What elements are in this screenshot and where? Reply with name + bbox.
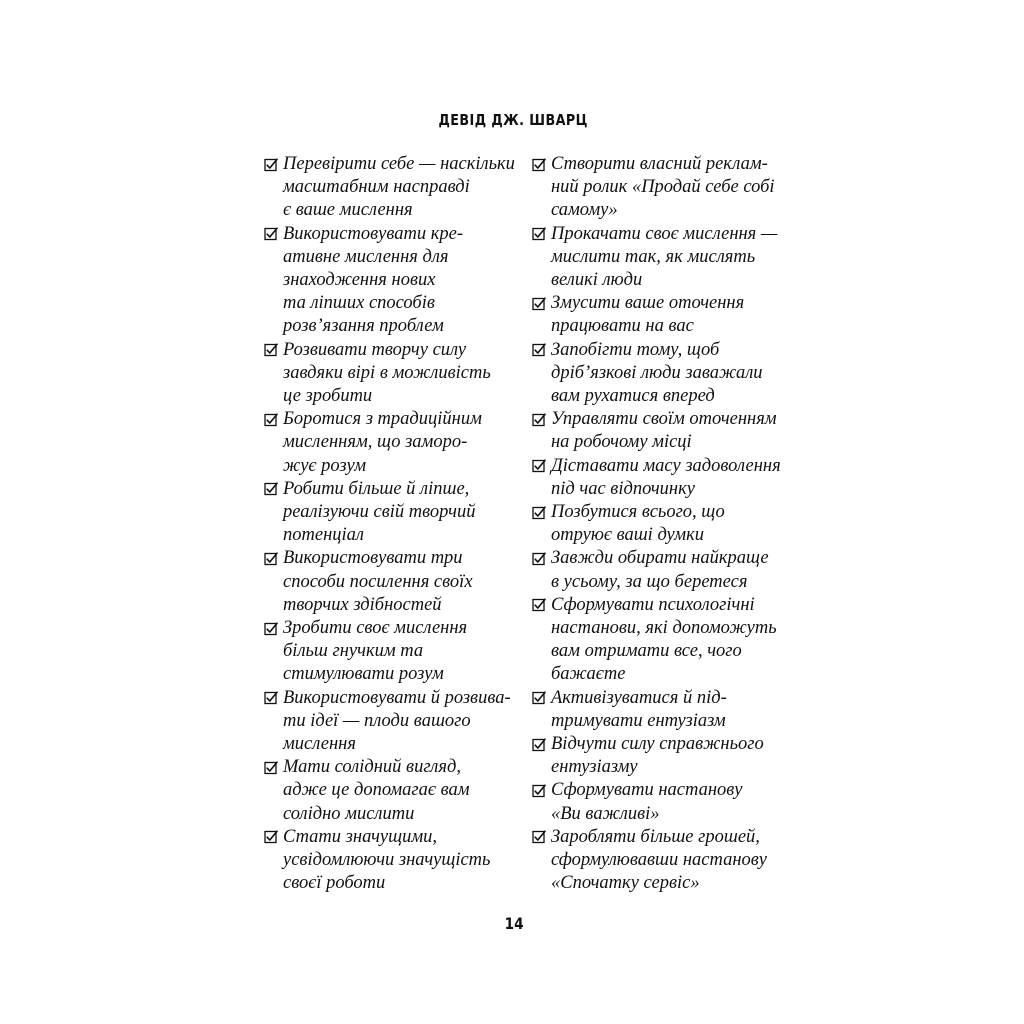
checklist-item-line: Діставати масу задоволення xyxy=(551,455,781,476)
checklist-item-line: на робочому місці xyxy=(551,432,692,453)
checklist-item-line: ти ідеї — плоди вашого xyxy=(283,710,471,731)
checklist-item xyxy=(264,687,526,757)
checklist-item-text xyxy=(551,339,794,409)
checklist-item-text xyxy=(551,826,794,896)
checklist-item-line: більш гнучким та xyxy=(283,641,424,662)
checklist-item-line: Мати солідний вигляд, xyxy=(283,757,461,778)
checked-box-icon xyxy=(264,339,283,362)
checklist-item-text xyxy=(551,223,794,293)
checklist-item-line: «Спочатку сервіс» xyxy=(551,873,700,894)
checklist-item-line: Використовувати й розвива- xyxy=(283,687,511,708)
checklist-item-text xyxy=(551,501,794,547)
checklist-item-line: та ліпших способів xyxy=(283,293,435,314)
checklist-item-line: під час відпочинку xyxy=(551,478,695,499)
checklist-item-line: Створити власний реклам- xyxy=(551,154,768,174)
checklist-item-line: Стати значущими, xyxy=(283,826,438,847)
checklist-item-line: Перевірити себе — наскільки xyxy=(283,154,515,174)
checklist-item xyxy=(532,292,794,338)
left-checklist-column xyxy=(264,153,526,896)
checklist-item-text xyxy=(283,223,526,339)
checklist-item-line: Боротися з традиційним xyxy=(283,409,482,430)
checklist-item-line: отруює ваші думки xyxy=(551,525,705,546)
checked-box-icon xyxy=(532,223,551,246)
checklist-item-line: є ваше мислення xyxy=(283,200,413,221)
checklist-item xyxy=(532,223,794,293)
checklist-item-line: завдяки вірі в можливість xyxy=(283,362,491,383)
checklist-item xyxy=(264,223,526,339)
checklist-item-text xyxy=(551,153,794,223)
checklist-item-text xyxy=(283,408,526,478)
checked-box-icon xyxy=(264,687,283,710)
checklist-item xyxy=(532,826,794,896)
checklist-item-line: настанови, які допоможуть xyxy=(551,618,777,639)
checklist-item xyxy=(532,547,794,593)
checklist-item xyxy=(532,408,794,454)
checklist-item-line: розв’язання проблем xyxy=(283,316,444,337)
checklist-item-text xyxy=(283,687,526,757)
checklist-item xyxy=(264,153,526,223)
checklist-item-line: жує розум xyxy=(283,455,367,476)
checklist-item-line: Заробляти більше грошей, xyxy=(551,826,760,847)
checklist-item xyxy=(532,594,794,687)
checklist-item-line: Запобігти тому, щоб xyxy=(551,339,720,360)
checked-box-icon xyxy=(264,153,283,176)
checklist-item-line: своєї роботи xyxy=(283,873,386,894)
checklist-item-text xyxy=(283,153,526,223)
checklist-item-line: Відчути силу справжнього xyxy=(551,734,764,755)
checklist-item xyxy=(532,153,794,223)
checked-box-icon xyxy=(532,153,551,176)
checklist-item xyxy=(264,756,526,826)
checklist-item xyxy=(532,501,794,547)
right-checklist-column xyxy=(532,153,794,896)
checked-box-icon xyxy=(264,408,283,431)
checklist-item-line: потенціал xyxy=(283,525,364,546)
checked-box-icon xyxy=(264,617,283,640)
checklist-item-line: ентузіазму xyxy=(551,757,638,778)
checklist-item xyxy=(264,408,526,478)
checklist-item-text xyxy=(551,547,794,593)
checklist-item-line: самому» xyxy=(551,200,618,221)
checklist-item-line: Сформувати настанову xyxy=(551,780,743,801)
checklist-item-line: Позбутися всього, що xyxy=(551,502,725,523)
checklist-item-line: творчих здібностей xyxy=(283,594,442,615)
checklist-item-text xyxy=(551,594,794,687)
checklist-item-text xyxy=(283,617,526,687)
checklist-item-text xyxy=(551,292,794,338)
checked-box-icon xyxy=(532,292,551,315)
checked-box-icon xyxy=(264,547,283,570)
checklist-item-line: Управляти своїм оточенням xyxy=(551,409,777,430)
checklist-item xyxy=(264,826,526,896)
checked-box-icon xyxy=(532,339,551,362)
checklist-item-line: масштабним насправді xyxy=(283,177,470,198)
checked-box-icon xyxy=(532,779,551,802)
checked-box-icon xyxy=(532,826,551,849)
checklist-item-line: в усьому, за що беретеся xyxy=(551,571,748,592)
checked-box-icon xyxy=(532,547,551,570)
running-header: ДЕВІД ДЖ. ШВАРЦ xyxy=(438,111,588,129)
checked-box-icon xyxy=(532,455,551,478)
checklist-item-line: способи посилення своїх xyxy=(283,571,473,592)
checklist-item-line: Сформувати психологічні xyxy=(551,594,755,615)
checklist-item-line: Зробити своє мислення xyxy=(283,618,468,639)
checklist-item-line: вам отримати все, чого xyxy=(551,641,742,662)
checklist-item-line: Розвивати творчу силу xyxy=(283,339,467,360)
checklist-item-line: працювати на вас xyxy=(551,316,694,337)
checklist-item-line: мисленням, що заморо- xyxy=(283,432,468,453)
checklist-item-text xyxy=(551,779,794,825)
checklist-item-line: сформулювавши настанову xyxy=(551,850,768,871)
checklist-item-line: знаходження нових xyxy=(283,270,436,291)
checklist-item-line: бажаєте xyxy=(551,664,626,685)
checklist-item-line: тримувати ентузіазм xyxy=(551,710,726,731)
checklist-item-line: Використовувати кре- xyxy=(283,223,463,244)
checked-box-icon xyxy=(532,408,551,431)
checklist-item xyxy=(264,478,526,548)
checked-box-icon xyxy=(264,478,283,501)
checked-box-icon xyxy=(264,826,283,849)
checklist-item xyxy=(532,455,794,501)
checklist-item xyxy=(264,547,526,617)
checklist-item-line: дріб’язкові люди заважали xyxy=(551,362,763,383)
checklist-item xyxy=(264,617,526,687)
checklist-item-text xyxy=(551,733,794,779)
checklist-item-text xyxy=(283,547,526,617)
checklist-item-text xyxy=(551,687,794,733)
checklist-item-line: Активізуватися й під- xyxy=(551,687,727,708)
checklist-item-line: «Ви важливі» xyxy=(551,803,660,824)
checklist-item xyxy=(264,339,526,409)
checklist-item-line: мислення xyxy=(283,734,356,755)
checked-box-icon xyxy=(532,733,551,756)
checklist-item-line: Змусити ваше оточення xyxy=(551,293,745,314)
checklist-item-line: Використовувати три xyxy=(283,548,463,569)
checklist-item-text xyxy=(551,408,794,454)
checklist-item-line: адже це допомагає вам xyxy=(283,780,470,801)
checked-box-icon xyxy=(532,687,551,710)
checklist-item-line: стимулювати розум xyxy=(283,664,444,685)
checklist-item xyxy=(532,339,794,409)
checklist-item-text xyxy=(551,455,794,501)
checklist-item-line: це зробити xyxy=(283,386,373,407)
checklist-item xyxy=(532,687,794,733)
checklist-item-line: Завжди обирати найкраще xyxy=(551,548,769,569)
checklist-item xyxy=(532,779,794,825)
checklist-item-line: Робити більше й ліпше, xyxy=(283,478,470,499)
checklist-item-line: солідно мислити xyxy=(283,803,415,824)
page-number: 14 xyxy=(504,914,524,933)
checklist-item-line: реалізуючи свій творчий xyxy=(283,502,476,523)
checklist-item xyxy=(532,733,794,779)
checklist-item-line: великі люди xyxy=(551,270,643,291)
checklist-item-text xyxy=(283,826,526,896)
checklist-item-line: мислити так, як мислять xyxy=(551,246,756,267)
checklist-item-text xyxy=(283,756,526,826)
checked-box-icon xyxy=(532,594,551,617)
checked-box-icon xyxy=(532,501,551,524)
checklist-item-text xyxy=(283,339,526,409)
checklist-item-line: Прокачати своє мислення — xyxy=(551,223,778,244)
checklist-item-line: ний ролик «Продай себе собі xyxy=(551,177,775,198)
checklist-item-text xyxy=(283,478,526,548)
checklist-item-line: вам рухатися вперед xyxy=(551,386,715,407)
checked-box-icon xyxy=(264,223,283,246)
checklist-item-line: усвідомлюючи значущість xyxy=(283,850,491,871)
checked-box-icon xyxy=(264,756,283,779)
checklist-item-line: ативне мислення для xyxy=(283,246,449,267)
